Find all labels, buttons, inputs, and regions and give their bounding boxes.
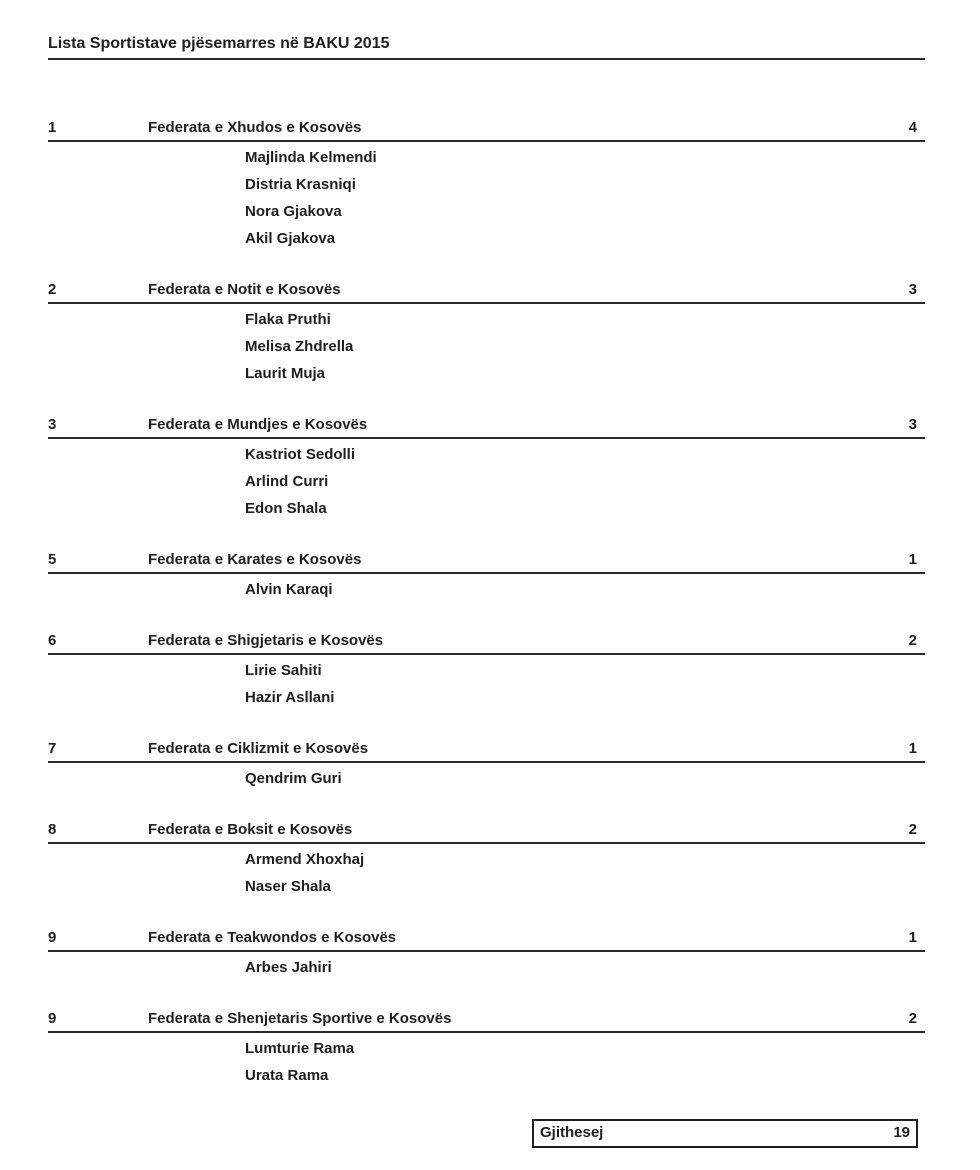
federation-header-row	[48, 417, 925, 439]
athlete-list	[48, 441, 925, 522]
total-value: 19	[893, 1124, 910, 1141]
federation-section	[48, 552, 925, 603]
federation-list	[48, 120, 925, 1089]
federation-name: Federata e Shigjetaris e Kosovës	[148, 632, 384, 649]
federation-name: Federata e Boksit e Kosovës	[148, 821, 353, 838]
federation-section	[48, 120, 925, 252]
section-number: 8	[48, 821, 57, 838]
section-number: 3	[48, 416, 57, 433]
federation-name: Federata e Notit e Kosovës	[148, 281, 341, 298]
athlete-name: Armend Xhoxhaj	[245, 851, 365, 868]
athlete-count: 1	[908, 551, 917, 568]
athlete-list	[48, 144, 925, 252]
federation-name: Federata e Karates e Kosovës	[148, 551, 362, 568]
athlete-count: 1	[908, 740, 917, 757]
athlete-name: Majlinda Kelmendi	[245, 149, 377, 166]
athlete-list	[48, 306, 925, 387]
athlete-name: Arbes Jahiri	[245, 959, 332, 976]
athlete-name: Edon Shala	[245, 500, 327, 517]
federation-header-row	[48, 822, 925, 844]
federation-header-row	[48, 552, 925, 574]
federation-name: Federata e Ciklizmit e Kosovës	[148, 740, 369, 757]
athlete-name: Lumturie Rama	[245, 1040, 355, 1057]
athlete-name: Kastriot Sedolli	[245, 446, 356, 463]
federation-section	[48, 282, 925, 387]
section-number: 5	[48, 551, 57, 568]
federation-name: Federata e Shenjetaris Sportive e Kosovës	[148, 1010, 452, 1027]
athlete-list	[48, 954, 925, 981]
federation-header-row	[48, 1011, 925, 1033]
section-number: 1	[48, 119, 57, 136]
athlete-name: Laurit Muja	[245, 365, 326, 382]
section-number: 7	[48, 740, 57, 757]
section-number: 9	[48, 929, 57, 946]
document-title: Lista Sportistave pjësemarres në BAKU 2015	[48, 34, 925, 60]
athlete-list	[48, 657, 925, 711]
federation-section	[48, 417, 925, 522]
athlete-name: Lirie Sahiti	[245, 662, 322, 679]
athlete-name: Alvin Karaqi	[245, 581, 333, 598]
athlete-count: 2	[908, 632, 917, 649]
athlete-name: Melisa Zhdrella	[245, 338, 354, 355]
athlete-count: 2	[908, 821, 917, 838]
athlete-name: Naser Shala	[245, 878, 331, 895]
athlete-name: Distria Krasniqi	[245, 176, 356, 193]
federation-section	[48, 1011, 925, 1089]
athlete-list	[48, 1035, 925, 1089]
athlete-name: Arlind Curri	[245, 473, 329, 490]
federation-name: Federata e Xhudos e Kosovës	[148, 119, 362, 136]
federation-name: Federata e Mundjes e Kosovës	[148, 416, 368, 433]
athlete-count: 1	[908, 929, 917, 946]
athlete-count: 2	[908, 1010, 917, 1027]
section-number: 6	[48, 632, 57, 649]
athlete-list	[48, 846, 925, 900]
federation-header-row	[48, 120, 925, 142]
total-label: Gjithesej	[540, 1124, 604, 1141]
athlete-count: 4	[908, 119, 917, 136]
athlete-count: 3	[908, 416, 917, 433]
federation-header-row	[48, 741, 925, 763]
athlete-list	[48, 765, 925, 792]
federation-section	[48, 741, 925, 792]
athlete-name: Akil Gjakova	[245, 230, 336, 247]
federation-section	[48, 633, 925, 711]
athlete-list	[48, 576, 925, 603]
athlete-name: Urata Rama	[245, 1067, 329, 1084]
athlete-name: Qendrim Guri	[245, 770, 342, 787]
federation-section	[48, 930, 925, 981]
section-number: 2	[48, 281, 57, 298]
athlete-name: Hazir Asllani	[245, 689, 335, 706]
section-number: 9	[48, 1010, 57, 1027]
federation-section	[48, 822, 925, 900]
total-box	[532, 1119, 918, 1148]
federation-name: Federata e Teakwondos e Kosovës	[148, 929, 397, 946]
federation-header-row	[48, 930, 925, 952]
athlete-count: 3	[908, 281, 917, 298]
athlete-name: Nora Gjakova	[245, 203, 342, 220]
federation-header-row	[48, 633, 925, 655]
federation-header-row	[48, 282, 925, 304]
athlete-name: Flaka Pruthi	[245, 311, 331, 328]
